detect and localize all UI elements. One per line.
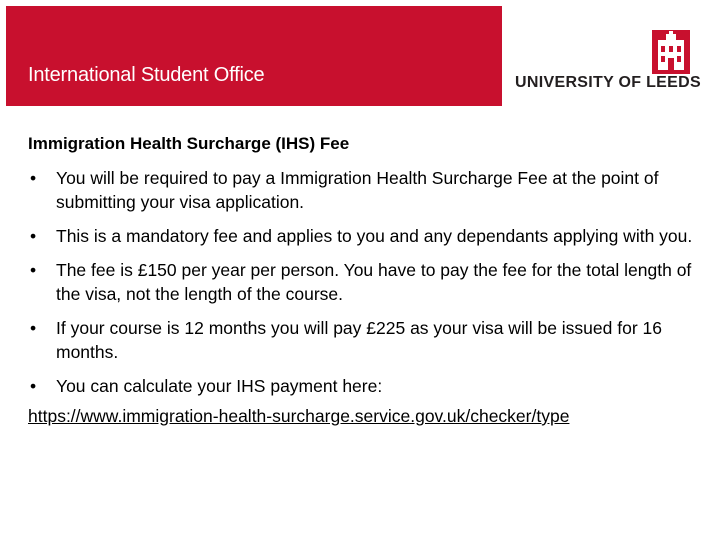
list-item: [28, 374, 698, 398]
main-content: [28, 134, 698, 427]
list-item: [28, 316, 698, 364]
section-heading: Immigration Health Surcharge (IHS) Fee: [28, 134, 350, 153]
list-item-text: If your course is 12 months you will pay £225 as your visa will be issued for 16 months.: [56, 318, 662, 362]
list-item-text: This is a mandatory fee and applies to you and any dependants applying with you.: [56, 226, 693, 246]
list-item-text: You can calculate your IHS payment here:: [56, 376, 383, 396]
list-item: [28, 224, 698, 248]
university-crest-icon: [652, 30, 690, 74]
page-title: International Student Office: [28, 64, 265, 86]
list-item: [28, 166, 698, 214]
logo-wordmark: UNIVERSITY OF LEEDS: [515, 74, 701, 91]
university-logo: [502, 6, 714, 106]
bullet-icon: •: [30, 376, 37, 396]
bullet-icon: •: [30, 318, 37, 338]
list-item: [28, 258, 698, 306]
list-item-text: The fee is £150 per year per person. You have to pay the fee for the total length of the visa, not the length of the course.: [56, 260, 692, 304]
bullet-icon: •: [30, 168, 37, 188]
ihs-checker-link[interactable]: https://www.immigration-health-surcharge.service.gov.uk/checker/type: [28, 406, 570, 426]
bullet-list: [28, 166, 698, 398]
bullet-icon: •: [30, 226, 37, 246]
bullet-icon: •: [30, 260, 37, 280]
list-item-text: You will be required to pay a Immigration Health Surcharge Fee at the point of submitting your visa application.: [56, 168, 659, 212]
